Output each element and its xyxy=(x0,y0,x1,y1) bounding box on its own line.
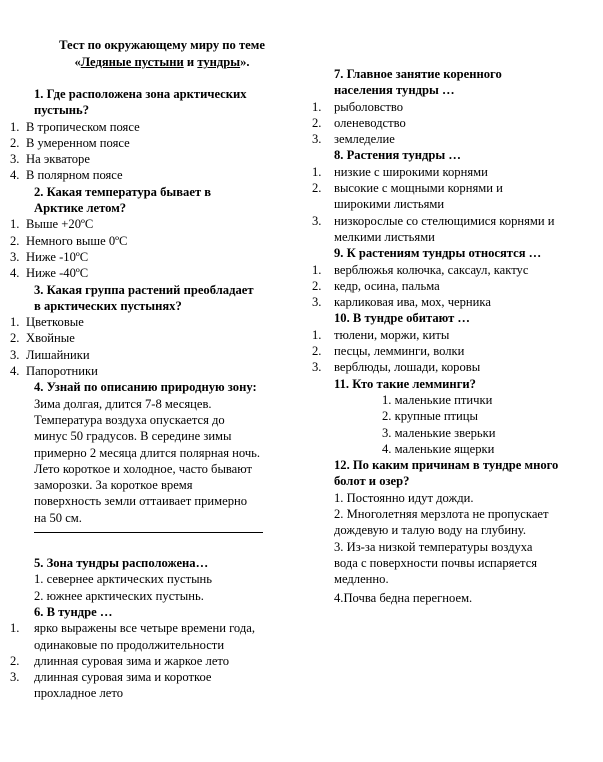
question-12 xyxy=(306,457,603,490)
option-number: 2. xyxy=(312,181,322,196)
option-number: 3. xyxy=(10,347,20,362)
option-number: 1. xyxy=(312,164,322,179)
option-text: Лишайники xyxy=(26,347,90,362)
question-9 xyxy=(306,245,603,261)
question-2-options xyxy=(0,216,300,281)
question-3-options xyxy=(0,314,300,379)
q8-option-1 xyxy=(306,164,603,180)
question-11-options xyxy=(306,392,603,457)
option-text: высокие с мощными корнями и xyxy=(334,181,503,196)
description-line: Зима долгая, длится 7-8 месяцев. xyxy=(34,396,212,411)
option-number: 1. xyxy=(10,315,20,330)
q11-option-3: 3. маленькие зверьки xyxy=(382,425,496,440)
option-text: верблюжья колючка, саксаул, кактус xyxy=(334,262,529,277)
question-8-options xyxy=(306,164,603,245)
question-3 xyxy=(0,282,300,315)
q1-option-4 xyxy=(0,167,300,183)
option-text: длинная суровая зима и жаркое лето xyxy=(34,653,230,668)
option-number: 4. xyxy=(10,168,20,183)
option-number: 3. xyxy=(312,132,322,147)
q12-option-line: 1. Постоянно идут дожди. xyxy=(334,490,474,505)
option-text: тюлени, моржи, киты xyxy=(334,327,450,342)
question-11 xyxy=(306,376,603,392)
option-text: прохладное лето xyxy=(34,686,124,701)
question-10 xyxy=(306,310,603,326)
option-text: песцы, лемминги, волки xyxy=(334,344,465,359)
q7-option-1 xyxy=(306,99,603,115)
title-quote-close: ». xyxy=(240,55,250,69)
option-text: широкими листьями xyxy=(334,197,445,212)
description-line: заморозки. За короткое время xyxy=(34,478,193,493)
description-line: поверхность земли оттаивает примерно xyxy=(34,494,248,509)
option-number: 2. xyxy=(10,233,20,248)
option-text: Папоротники xyxy=(26,364,98,379)
option-text: В полярном поясе xyxy=(26,168,123,183)
q1-option-3 xyxy=(0,151,300,167)
title-and: и xyxy=(183,55,198,69)
description-line: минус 50 градусов. В середине зимы xyxy=(34,429,232,444)
question-2 xyxy=(0,184,300,217)
question-12-line-1: 12. По каким причинам в тундре много xyxy=(334,458,559,473)
question-8-line-1: 8. Растения тундры … xyxy=(334,148,461,163)
question-2-line-1: 2. Какая температура бывает в xyxy=(34,184,212,199)
option-number: 2. xyxy=(10,135,20,150)
document-title xyxy=(34,37,290,71)
option-number: 1. xyxy=(10,119,20,134)
option-text: На экваторе xyxy=(26,152,90,167)
question-7-line-2: населения тундры … xyxy=(334,83,455,98)
option-number: 3. xyxy=(312,360,322,375)
title-line-1: Тест по окружающему миру по теме xyxy=(59,38,265,52)
option-number: 1. xyxy=(10,621,20,636)
question-1-line-2: пустынь? xyxy=(34,103,89,118)
question-6-options xyxy=(0,620,300,701)
option-text: Ниже -40ºС xyxy=(26,266,89,281)
question-4-line-1: 4. Узнай по описанию природную зону: xyxy=(34,380,257,395)
q7-option-2 xyxy=(306,115,603,131)
title-quote-open: « xyxy=(74,55,81,69)
q9-option-1 xyxy=(306,262,603,278)
q9-option-3 xyxy=(306,294,603,310)
option-number: 2. xyxy=(10,331,20,346)
q11-option-1: 1. маленькие птички xyxy=(382,392,493,407)
description-line: примерно 2 месяца длится полярная ночь. xyxy=(34,445,261,460)
option-number: 2. xyxy=(10,653,20,668)
q12-option-line: 3. Из-за низкой температуры воздуха xyxy=(334,539,533,554)
q6-option-2 xyxy=(0,653,300,669)
q3-option-3 xyxy=(0,347,300,363)
description-line: на 50 см. xyxy=(34,510,82,525)
q2-option-4 xyxy=(0,265,300,281)
option-text: оленеводство xyxy=(334,115,406,130)
option-number: 1. xyxy=(10,217,20,232)
option-text: Хвойные xyxy=(26,331,75,346)
question-6-line-1: 6. В тундре … xyxy=(34,604,113,619)
question-11-line-1: 11. Кто такие лемминги? xyxy=(334,376,476,391)
option-text: низкие с широкими корнями xyxy=(334,164,488,179)
option-text: Немного выше 0ºС xyxy=(26,233,128,248)
question-12-options xyxy=(306,490,603,606)
option-text: верблюды, лошади, коровы xyxy=(334,360,481,375)
q5-option-1: 1. севернее арктических пустынь xyxy=(34,572,213,587)
q12-option-line: вода с поверхности почвы испаряется xyxy=(334,555,538,570)
question-3-line-1: 3. Какая группа растений преобладает xyxy=(34,282,254,297)
q8-option-2 xyxy=(306,180,603,213)
option-text: рыболовство xyxy=(334,99,404,114)
question-10-line-1: 10. В тундре обитают … xyxy=(334,311,470,326)
question-5-options xyxy=(0,571,300,604)
title-line-2 xyxy=(34,54,290,71)
option-number: 2. xyxy=(312,344,322,359)
option-text: Цветковые xyxy=(26,315,84,330)
option-text: земледелие xyxy=(334,132,395,147)
option-number: 3. xyxy=(10,249,20,264)
q10-option-1 xyxy=(306,327,603,343)
q3-option-1 xyxy=(0,314,300,330)
q8-option-3 xyxy=(306,213,603,246)
question-8 xyxy=(306,147,603,163)
option-text: карликовая ива, мох, черника xyxy=(334,295,491,310)
question-9-options xyxy=(306,262,603,311)
option-text: низкорослые со стелющимися корнями и xyxy=(334,213,555,228)
q2-option-3 xyxy=(0,249,300,265)
question-7 xyxy=(306,66,603,99)
q1-option-1 xyxy=(0,119,300,135)
option-number: 3. xyxy=(312,213,322,228)
question-5 xyxy=(0,555,300,571)
q10-option-2 xyxy=(306,343,603,359)
option-number: 1. xyxy=(312,99,322,114)
question-7-line-1: 7. Главное занятие коренного xyxy=(334,67,502,81)
q2-option-2 xyxy=(0,233,300,249)
question-1-line-1: 1. Где расположена зона арктических xyxy=(34,87,247,101)
option-number: 3. xyxy=(10,670,20,685)
q7-option-3 xyxy=(306,131,603,147)
option-number: 1. xyxy=(312,262,322,277)
q2-option-1 xyxy=(0,216,300,232)
question-4 xyxy=(0,379,300,395)
question-1 xyxy=(0,86,300,119)
q1-option-2 xyxy=(0,135,300,151)
title-part-b: тундры xyxy=(197,55,241,69)
question-10-options xyxy=(306,327,603,376)
option-text: мелкими листьями xyxy=(334,229,435,244)
question-9-line-1: 9. К растениям тундры относятся … xyxy=(334,246,542,261)
q3-option-4 xyxy=(0,363,300,379)
question-4-description xyxy=(0,396,300,526)
option-text: ярко выражены все четыре времени года, xyxy=(34,621,256,636)
q6-option-3 xyxy=(0,669,300,702)
q12-option-line: дождевую и талую воду на глубину. xyxy=(334,523,526,538)
q3-option-2 xyxy=(0,330,300,346)
question-1-options xyxy=(0,119,300,184)
question-7-options xyxy=(306,99,603,148)
option-number: 2. xyxy=(312,278,322,293)
question-3-line-2: в арктических пустынях? xyxy=(34,298,182,313)
option-text: одинаковые по продолжительности xyxy=(34,637,225,652)
option-text: длинная суровая зима и короткое xyxy=(34,670,212,685)
q11-option-4: 4. маленькие ящерки xyxy=(382,441,495,456)
option-number: 1. xyxy=(312,327,322,342)
option-text: кедр, осина, пальма xyxy=(334,278,440,293)
option-number: 3. xyxy=(312,295,322,310)
question-12-line-2: болот и озер? xyxy=(334,474,410,489)
option-text: Ниже -10ºС xyxy=(26,249,89,264)
q12-option-line: 2. Многолетняя мерзлота не пропускает xyxy=(334,507,549,522)
question-5-line-1: 5. Зона тундры расположена… xyxy=(34,556,209,571)
q5-option-2: 2. южнее арктических пустынь. xyxy=(34,588,204,603)
option-number: 4. xyxy=(10,266,20,281)
option-number: 2. xyxy=(312,115,322,130)
option-text: Выше +20ºС xyxy=(26,217,94,232)
question-2-line-2: Арктике летом? xyxy=(34,201,127,216)
title-part-a: Ледяные пустыни xyxy=(80,55,184,69)
q9-option-2 xyxy=(306,278,603,294)
option-number: 4. xyxy=(10,364,20,379)
q11-option-2: 2. крупные птицы xyxy=(382,409,479,424)
option-number: 3. xyxy=(10,152,20,167)
question-6 xyxy=(0,604,300,620)
q6-option-1 xyxy=(0,620,300,653)
q12-option-line: медленно. xyxy=(334,572,389,587)
q10-option-3 xyxy=(306,359,603,375)
q12-option-line: 4.Почва бедна перегноем. xyxy=(334,590,473,605)
option-text: В тропическом поясе xyxy=(26,119,140,134)
description-line: Лето короткое и холодное, часто бывают xyxy=(34,461,253,476)
description-line: Температура воздуха опускается до xyxy=(34,412,225,427)
option-text: В умеренном поясе xyxy=(26,135,130,150)
